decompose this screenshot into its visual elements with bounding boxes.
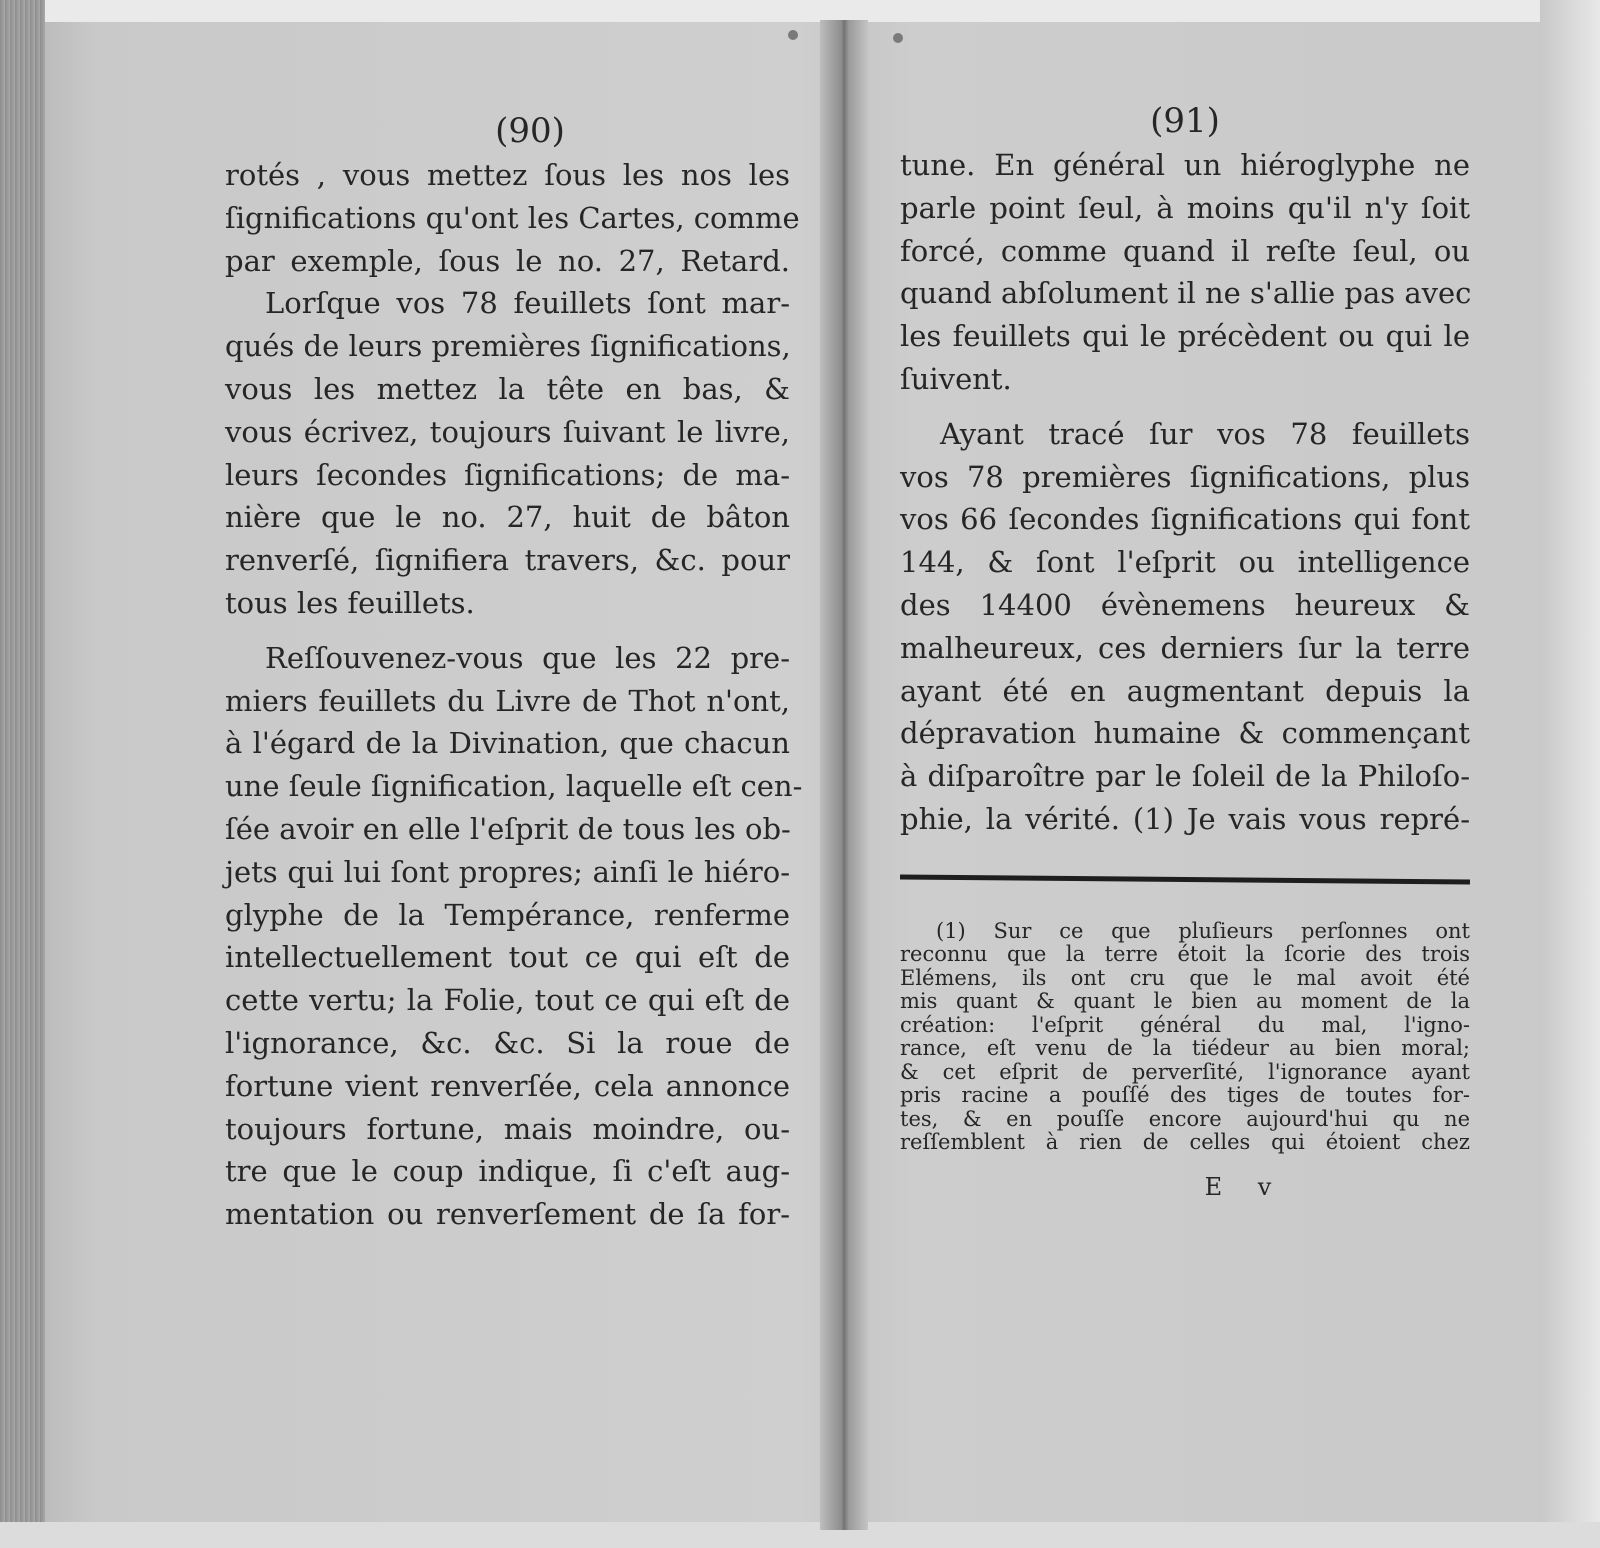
- page-stack-edge: [0, 0, 45, 1548]
- text-line: ſuivent.: [900, 361, 1012, 396]
- book-gutter: [820, 20, 868, 1530]
- footnote-line: reſſemblent à rien de celles qui étoient chez: [900, 1130, 1470, 1155]
- text-line: phie, la vérité. (1) Je vais vous repré-: [900, 801, 1470, 836]
- text-line: leurs ſecondes ſignifications; de ma-: [225, 457, 790, 492]
- text-line: dépravation humaine & commençant: [900, 716, 1470, 751]
- footnote-line: pris racine a pouſſé des tiges de toutes for-: [900, 1083, 1470, 1108]
- text-line: ſignifications qu'ont les Cartes, comme: [225, 200, 800, 235]
- right-page: [900, 98, 1470, 1201]
- text-line: Reſſouvenez-vous que les 22 pre-: [265, 640, 790, 675]
- scan-bottom-margin: [0, 1522, 1600, 1548]
- text-line: l'ignorance, &c. &c. Si la roue de: [225, 1025, 790, 1060]
- signature-mark: E v: [1204, 1172, 1286, 1201]
- text-line: rotés , vous mettez ſous les nos les: [225, 158, 790, 192]
- scan-top-margin: [0, 0, 1600, 22]
- footnote-line: Elémens, ils ont cru que le mal avoit été: [900, 965, 1470, 990]
- text-line: Ayant tracé ſur vos 78 feuillets: [940, 416, 1470, 451]
- footnote-line: mis quant & quant le bien au moment de la: [900, 989, 1470, 1014]
- text-line: tre que le coup indique, ſi c'eſt aug-: [225, 1154, 790, 1189]
- text-line: vos 78 premières ſignifications, plus: [900, 459, 1470, 494]
- text-line: ayant été en augmentant depuis la: [900, 673, 1470, 708]
- text-line: miers feuillets du Livre de Thot n'ont,: [225, 683, 790, 718]
- scan-right-margin: [1540, 0, 1600, 1548]
- text-line: par exemple, ſous le no. 27, Retard.: [225, 243, 790, 278]
- text-line: à diſparoître par le ſoleil de la Philoſo-: [900, 759, 1470, 794]
- text-line: jets qui lui ſont propres; ainſi le hiéro-: [225, 854, 790, 889]
- footnote-line: rance, eſt venu de la tiédeur au bien moral;: [900, 1036, 1470, 1061]
- text-line: renverſé, ſignifiera travers, &c. pour: [225, 543, 790, 578]
- footnote-line: (1) Sur ce que pluſieurs perſonnes ont: [936, 918, 1470, 943]
- text-line: mentation ou renverſement de ſa for-: [225, 1197, 790, 1232]
- text-line: malheureux, ces derniers ſur la terre: [900, 630, 1470, 665]
- text-line: vos 66 ſecondes ſignifications qui font: [900, 502, 1470, 537]
- page-number: (90): [495, 111, 565, 151]
- text-line: 144, & ſont l'eſprit ou intelligence: [900, 545, 1470, 580]
- text-line: tune. En général un hiéroglyphe ne: [900, 148, 1470, 182]
- text-line: glyphe de la Tempérance, renferme: [225, 897, 790, 932]
- text-line: fortune vient renverſée, cela annonce: [225, 1068, 790, 1103]
- text-line: une ſeule ſignification, laquelle eſt cen-: [225, 769, 803, 804]
- text-line: tous les feuillets.: [225, 585, 475, 620]
- text-line: intellectuellement tout ce qui eſt de: [225, 940, 790, 975]
- footnote-line: création: l'eſprit général du mal, l'igno-: [900, 1012, 1470, 1037]
- footnote-rule: [900, 874, 1470, 884]
- text-line: toujours fortune, mais moindre, ou-: [225, 1111, 790, 1146]
- footnote-line: reconnu que la terre étoit la ſcorie des trois: [900, 942, 1470, 967]
- text-line: parle point ſeul, à moins qu'il n'y ſoit: [900, 190, 1470, 225]
- paper-speck: [788, 30, 798, 40]
- text-line: qués de leurs premières ſignifications,: [225, 329, 791, 364]
- text-line: les feuillets qui le précèdent ou qui le: [900, 319, 1470, 354]
- text-line: des 14400 évènemens heureux &: [900, 587, 1470, 622]
- footnote: [900, 920, 1470, 1155]
- text-line: vous les mettez la tête en bas, &: [225, 371, 790, 406]
- footnote-line: tes, & en pouſſe encore aujourd'hui qu ne: [900, 1106, 1470, 1131]
- footnote-line: & cet eſprit de perverſité, l'ignorance ayant: [900, 1059, 1470, 1084]
- text-line: nière que le no. 27, huit de bâton: [225, 500, 790, 535]
- text-line: forcé, comme quand il reſte ſeul, ou: [900, 233, 1470, 268]
- text-line: quand abſolument il ne s'allie pas avec: [900, 276, 1472, 311]
- left-page: [225, 108, 803, 1236]
- page-text: [225, 154, 803, 1236]
- text-line: vous écrivez, toujours ſuivant le livre,: [225, 414, 790, 449]
- text-line: Lorſque vos 78 feuillets ſont mar-: [265, 286, 790, 321]
- text-line: ſée avoir en elle l'eſprit de tous les ob-: [225, 811, 791, 846]
- page-number: (91): [1150, 101, 1220, 141]
- text-line: cette vertu; la Folie, tout ce qui eſt de: [225, 983, 790, 1018]
- paper-speck: [893, 33, 903, 43]
- text-line: à l'égard de la Divination, que chacun: [225, 726, 790, 761]
- page-text: [900, 144, 1470, 841]
